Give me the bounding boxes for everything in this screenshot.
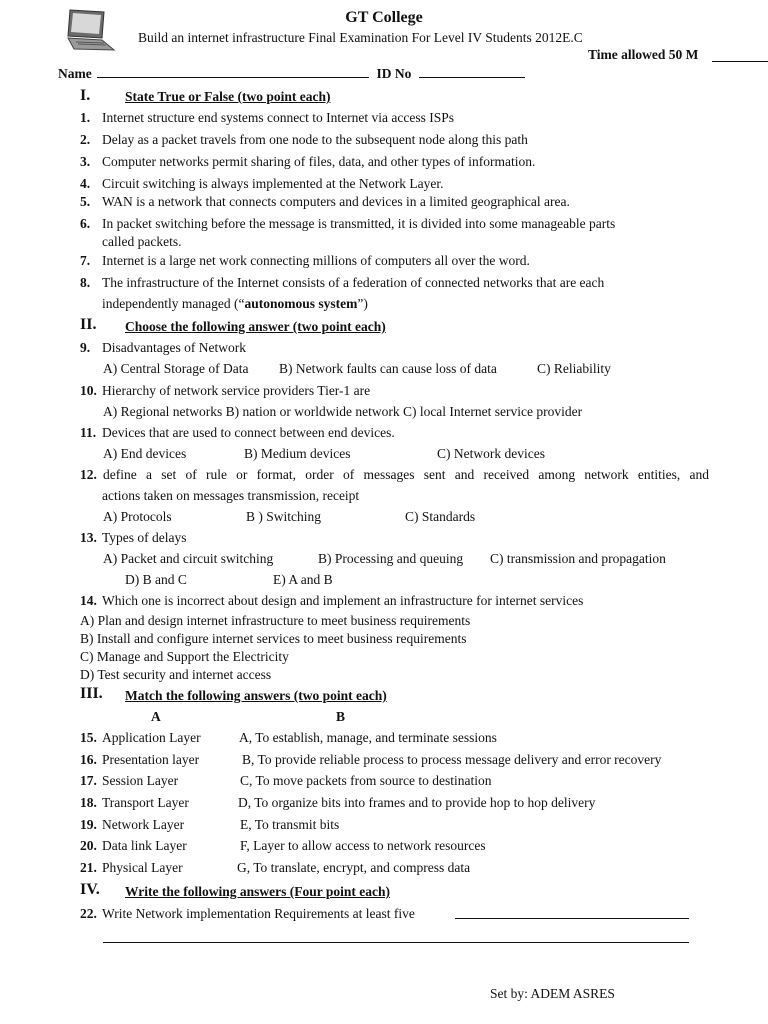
answer-line-1[interactable] — [455, 918, 689, 919]
q11-option-b: B) Medium devices — [244, 446, 351, 461]
match-b-a: A, To establish, manage, and terminate sessions — [239, 730, 497, 745]
match-b-c: C, To move packets from source to destination — [240, 773, 492, 788]
section-1-roman: I. — [80, 87, 91, 104]
q13-option-c: C) transmission and propagation — [490, 551, 666, 566]
match-row-15: 15. Application Layer — [80, 730, 201, 745]
time-allowed: Time allowed 50 M — [588, 47, 699, 62]
q9-option-b: B) Network faults can cause loss of data — [279, 361, 497, 376]
match-row-18: 18. Transport Layer — [80, 795, 189, 810]
time-underline — [712, 61, 768, 62]
match-row-19: 19. Network Layer — [80, 817, 185, 832]
question-9: 9. Disadvantages of Network — [80, 340, 246, 355]
section-3-roman: III. — [80, 685, 103, 702]
question-5: 5. WAN is a network that connects computers and devices in a limited geographical area. — [80, 194, 570, 209]
question-12-text: define a set of rule or format, order of messages sent and received among network entities, and — [103, 467, 709, 482]
section-2-title: Choose the following answer (two point each) — [125, 319, 386, 334]
question-6: 6. In packet switching before the message is transmitted, it is divided into some manageable parts — [80, 216, 616, 231]
q12-option-c: C) Standards — [405, 509, 476, 524]
id-label: ID No — [376, 66, 412, 81]
q11-option-a: A) End devices — [103, 446, 187, 461]
section-1-title: State True or False (two point each) — [125, 89, 331, 104]
q11-option-c: C) Network devices — [437, 446, 545, 461]
match-b-f: F, Layer to allow access to network resources — [240, 838, 486, 853]
match-column-a-header: A — [151, 709, 161, 724]
q13-option-e: E) A and B — [273, 572, 333, 587]
section-1-heading — [80, 88, 90, 104]
q9-option-a: A) Central Storage of Data — [103, 361, 249, 376]
question-14: 14. Which one is incorrect about design and implement an infrastructure for internet services — [80, 593, 584, 608]
section-2-roman: II. — [80, 316, 97, 333]
question-12-cont: actions taken on messages transmission, receipt — [102, 488, 360, 503]
q14-option-a: A) Plan and design internet infrastructure to meet business requirements — [80, 613, 471, 628]
name-label: Name — [58, 66, 92, 81]
id-blank[interactable] — [419, 66, 525, 78]
question-7: 7. Internet is a large net work connecting millions of computers all over the word. — [80, 253, 530, 268]
name-id-row — [58, 66, 525, 81]
q13-option-d: D) B and C — [125, 572, 187, 587]
match-b-e: E, To transmit bits — [240, 817, 340, 832]
question-12: 12. — [80, 467, 97, 482]
question-2: 2. Delay as a packet travels from one node to the subsequent node along this path — [80, 132, 528, 147]
q9-option-c: C) Reliability — [537, 361, 611, 376]
question-10: 10. Hierarchy of network service providers Tier-1 are — [80, 383, 371, 398]
section-2-heading — [80, 317, 96, 333]
name-blank[interactable] — [97, 66, 369, 78]
question-22: 22. Write Network implementation Requirements at least five — [80, 906, 415, 921]
q10-options: A) Regional networks B) nation or worldwide network C) local Internet service provider — [103, 404, 583, 419]
exam-subtitle: Build an internet infrastructure Final Examination For Level IV Students 2012E.C — [138, 30, 583, 45]
question-1: 1. Internet structure end systems connect to Internet via access ISPs — [80, 110, 455, 125]
match-column-b-header: B — [336, 709, 346, 724]
match-row-17: 17. Session Layer — [80, 773, 179, 788]
section-3-title: Match the following answers (two point each) — [125, 688, 387, 703]
q12-option-b: B ) Switching — [246, 509, 322, 524]
q14-option-c: C) Manage and Support the Electricity — [80, 649, 289, 664]
question-8-cont: independently managed (“autonomous system”) — [102, 296, 368, 311]
q13-option-b: B) Processing and queuing — [318, 551, 464, 566]
question-4: 4. Circuit switching is always implemented at the Network Layer. — [80, 176, 444, 191]
match-b-b: B, To provide reliable process to process message delivery and error recovery — [242, 752, 662, 767]
question-11: 11. Devices that are used to connect between end devices. — [80, 425, 395, 440]
answer-line-2[interactable] — [103, 942, 689, 943]
question-13: 13. Types of delays — [80, 530, 187, 545]
match-b-g: G, To translate, encrypt, and compress data — [237, 860, 471, 875]
q14-option-d: D) Test security and internet access — [80, 667, 272, 682]
match-row-20: 20. Data link Layer — [80, 838, 187, 853]
q13-option-a: A) Packet and circuit switching — [103, 551, 274, 566]
q14-option-b: B) Install and configure internet services to meet business requirements — [80, 631, 467, 646]
set-by-footer: Set by: ADEM ASRES — [490, 986, 615, 1001]
q12-option-a: A) Protocols — [103, 509, 172, 524]
college-title: GT College — [345, 9, 423, 26]
section-4-title: Write the following answers (Four point each) — [125, 884, 390, 899]
match-b-d: D, To organize bits into frames and to provide hop to hop delivery — [238, 795, 596, 810]
question-6-cont: called packets. — [102, 234, 182, 249]
section-4-heading — [80, 882, 100, 898]
match-row-16: 16. Presentation layer — [80, 752, 200, 767]
match-row-21: 21. Physical Layer — [80, 860, 183, 875]
section-3-heading — [80, 686, 103, 702]
section-4-roman: IV. — [80, 881, 100, 898]
question-3: 3. Computer networks permit sharing of files, data, and other types of information. — [80, 154, 536, 169]
question-8: 8. The infrastructure of the Internet consists of a federation of connected networks that are each — [80, 275, 605, 290]
